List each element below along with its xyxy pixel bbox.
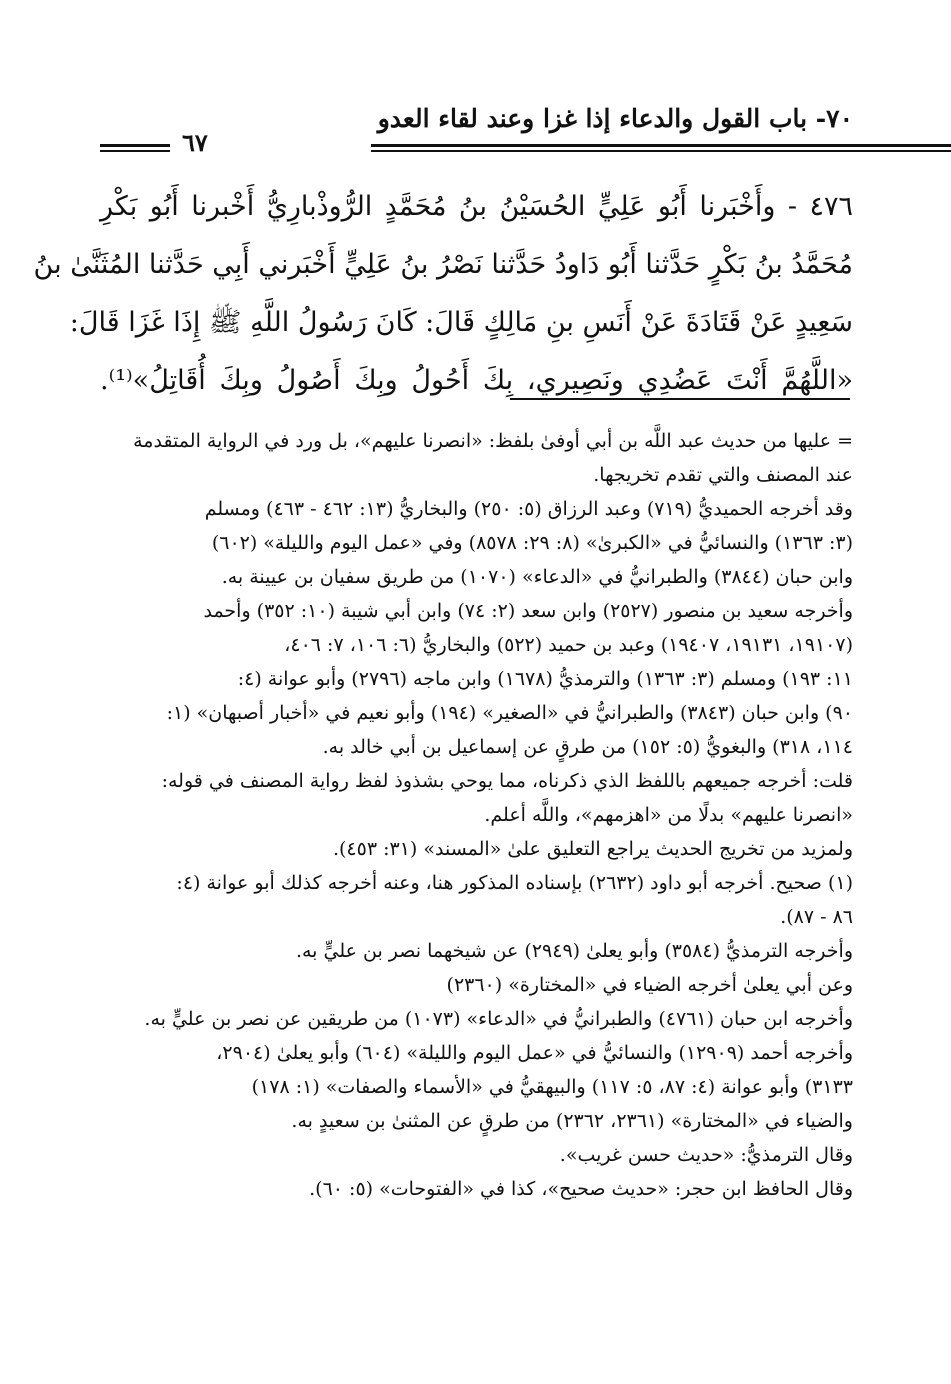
footnote-line: وأخرجه الترمذيُّ (٣٥٨٤) وأبو يعلىٰ (٢٩٤٩) عن شيخهما نصر بن عليٍّ به. [295, 940, 853, 962]
hadith-line: سَعِيدٍ عَنْ قَتَادَةَ عَنْ أَنَسِ بنِ مَالِكٍ قَالَ: كَانَ رَسُولُ اللَّهِ ﷺ إِذَا غَزَا قَالَ: [69, 307, 853, 338]
footnote-line: ١١٤، ٣١٨) والبغويُّ (٥: ١٥٢) من طرقٍ عن إسماعيل بن أبي خالد به. [322, 736, 853, 758]
footnote-line: وقد أخرجه الحميديُّ (٧١٩) وعبد الرزاق (٥: ٢٥٠) والبخاريُّ (١٣: ٤٦٢ - ٤٦٣) ومسلم [204, 498, 853, 520]
footnote-line: ولمزيد من تخريج الحديث يراجع التعليق علىٰ «المسند» (٣١: ٤٥٣). [332, 838, 853, 860]
footnote-line: (٣: ١٣٦٣) والنسائيُّ في «الكبرىٰ» (٨: ٢٩: ٨٥٧٨) وفي «عمل اليوم والليلة» (٦٠٢) [211, 532, 853, 554]
footnotes [100, 424, 853, 1206]
footnote-separator [510, 398, 850, 400]
hadith-line: «اللَّهُمَّ أَنْتَ عَضُدِي ونَصِيري، بِكَ أَحُولُ وبِكَ أَصُولُ وبِكَ أُقَاتِلُ»⁽¹⁾. [100, 365, 853, 396]
page-number-rule-thin [100, 150, 170, 152]
footnote-line: = عليها من حديث عبد اللَّه بن أبي أوفىٰ بلفظ: «انصرنا عليهم»، بل ورد في الرواية المتقدمة [133, 430, 853, 452]
page-number-rule-thick [100, 144, 170, 147]
header-rule [371, 144, 951, 154]
footnote-line: وأخرجه ابن حبان (٤٧٦١) والطبرانيُّ في «الدعاء» (١٠٧٣) من طريقين عن نصر بن عليٍّ به. [144, 1008, 853, 1030]
chapter-title: ٧٠- باب القول والدعاء إذا غزا وعند لقاء العدو [377, 104, 853, 133]
footnote-line: وأخرجه أحمد (١٢٩٠٩) والنسائيُّ في «عمل اليوم والليلة» (٦٠٤) وأبو يعلىٰ (٢٩٠٤، [216, 1042, 853, 1064]
footnote-line: (١٩١٠٧، ١٩١٣١، ١٩٤٠٧) وعبد بن حميد (٥٢٢) والبخاريُّ (٦: ١٠٦، ٧: ٤٠٦، [284, 634, 853, 656]
running-header [100, 100, 853, 140]
footnote-line: وابن حبان (٣٨٤٤) والطبرانيُّ في «الدعاء» (١٠٧٠) من طريق سفيان بن عيينة به. [221, 566, 853, 588]
footnote-line: وعن أبي يعلىٰ أخرجه الضياء في «المختارة» (٢٣٦٠) [446, 974, 853, 996]
footnote-line: ٣١٣٣) وأبو عوانة (٤: ٨٧، ٥: ١١٧) والبيهقيُّ في «الأسماء والصفات» (١: ١٧٨) [251, 1076, 853, 1098]
footnote-line: والضياء في «المختارة» (٢٣٦١، ٢٣٦٢) من طرقٍ عن المثنىٰ بن سعيدٍ به. [291, 1110, 853, 1132]
footnote-line: ١١: ١٩٣) ومسلم (٣: ١٣٦٣) والترمذيُّ (١٦٧٨) وابن ماجه (٢٧٩٦) وأبو عوانة (٤: [237, 668, 853, 690]
footnote-line: وقال الترمذيُّ: «حديث حسن غريب». [559, 1144, 853, 1166]
page-number: ٦٧ [182, 128, 208, 157]
footnote-line: وقال الحافظ ابن حجر: «حديث صحيح»، كذا في «الفتوحات» (٥: ٦٠). [309, 1178, 853, 1200]
hadith-line: ٤٧٦ - وأَخْبَرنا أَبُو عَلِيٍّ الحُسَيْنُ بنُ مُحَمَّدٍ الرُّوذْبارِيُّ أَخْبرنا أَبُو بَكْرِ [100, 191, 853, 222]
header-rule-thin [371, 150, 951, 152]
footnote-line: ٩٠) وابن حبان (٣٨٤٣) والطبرانيُّ في «الصغير» (١٩٤) وأبو نعيم في «أخبار أصبهان» (١: [166, 702, 853, 724]
footnote-line: عند المصنف والتي تقدم تخريجها. [593, 464, 853, 486]
footnote-line: «انصرنا عليهم» بدلًا من «اهزمهم»، واللَّه أعلم. [484, 804, 853, 826]
hadith-text [33, 178, 853, 410]
footnote-line: (١) صحيح. أخرجه أبو داود (٢٦٣٢) بإسناده المذكور هنا، وعنه أخرجه كذلك أبو عوانة (٤: [176, 872, 853, 894]
hadith-line: مُحَمَّدُ بنُ بَكْرٍ حَدَّثنا أَبُو دَاودُ حَدَّثنا نَصْرُ بنُ عَلِيٍّ أَخْبَرني أَبِي حَدَّثنا المُثَنَّىٰ بنُ [33, 249, 853, 280]
footnote-line: وأخرجه سعيد بن منصور (٢٥٢٧) وابن سعد (٢: ٧٤) وابن أبي شيبة (١٠: ٣٥٢) وأحمد [203, 600, 853, 622]
page-number-rule [100, 144, 170, 154]
footnote-line: قلت: أخرجه جميعهم باللفظ الذي ذكرناه، مما يوحي بشذوذ لفظ رواية المصنف في قوله: [161, 770, 853, 792]
header-rule-thick [371, 144, 951, 147]
footnote-line: ٨٦ - ٨٧). [780, 906, 853, 928]
